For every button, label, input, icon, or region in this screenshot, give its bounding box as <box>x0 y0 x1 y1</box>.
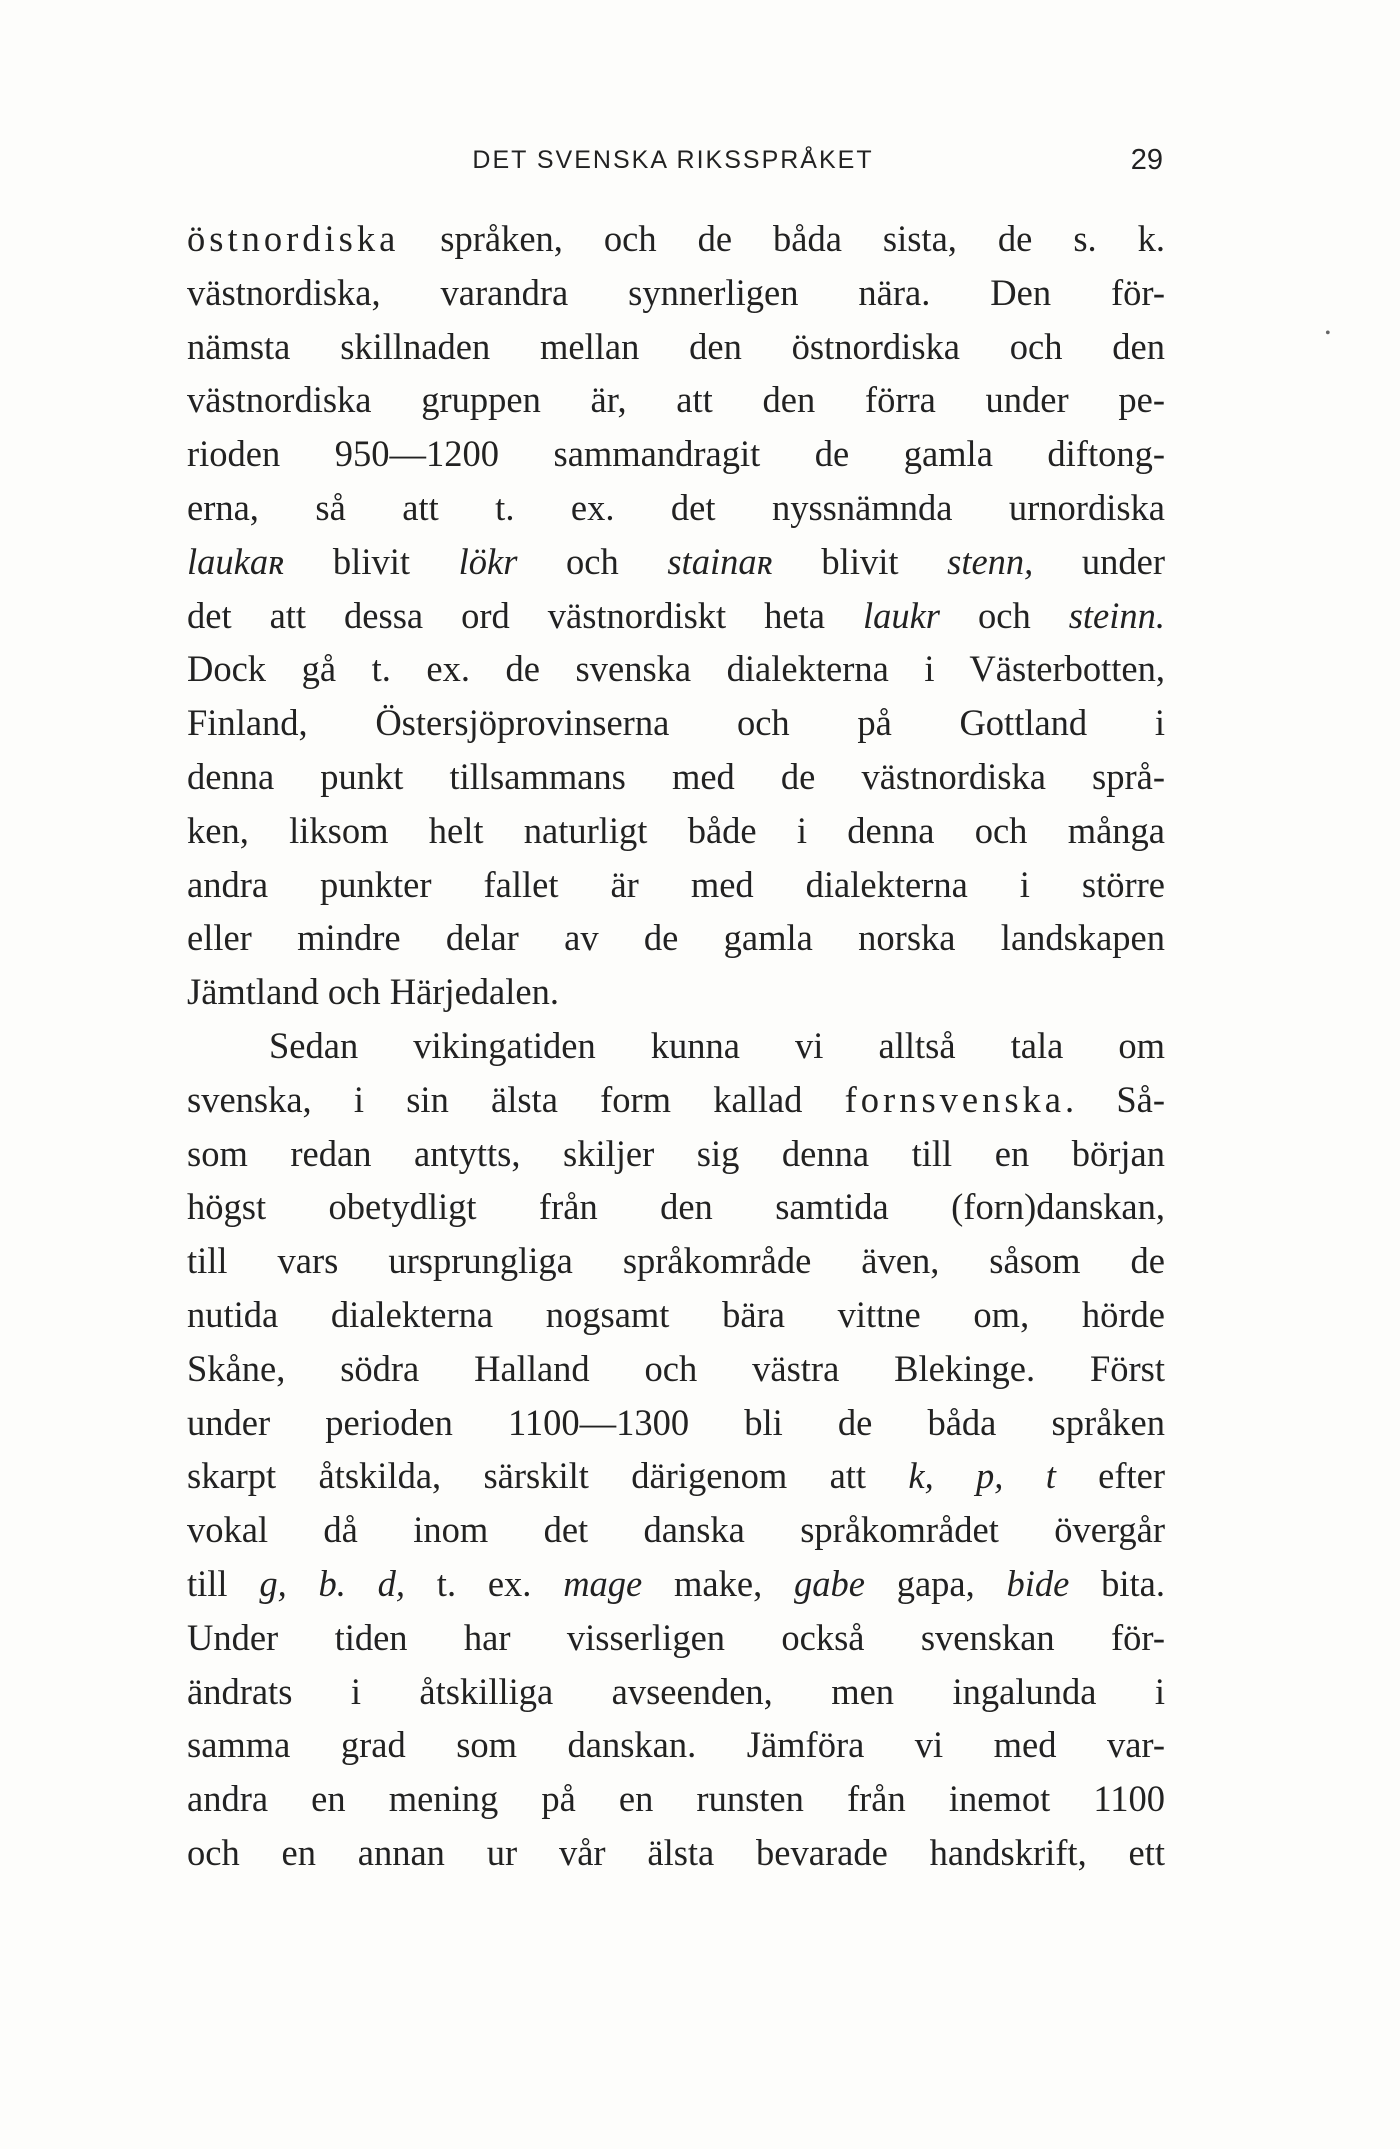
text-segment: eller mindre delar av de gamla norska landskapen <box>187 917 1165 959</box>
text-line <box>187 1611 1165 1665</box>
text-segment: skarpt åtskilda, särskilt därigenom att <box>187 1455 909 1497</box>
text-line <box>187 911 1165 965</box>
text-line <box>187 266 1165 320</box>
text-segment: samma grad som danskan. Jämföra vi med var- <box>187 1724 1165 1766</box>
text-segment: ändrats i åtskilliga avseenden, men ingalunda i <box>187 1670 1165 1712</box>
text-segment: och <box>517 540 668 582</box>
text-line <box>187 1396 1165 1450</box>
text-segment: till vars ursprungliga språkområde även, såsom de <box>187 1240 1165 1282</box>
text-segment: ken, liksom helt naturligt både i denna och många <box>187 809 1165 851</box>
page-number: 29 <box>1130 144 1163 176</box>
italic-word: gabe <box>793 1562 865 1604</box>
text-line <box>187 965 1165 1019</box>
text-segment: under perioden 1100—1300 bli de båda språken <box>187 1401 1165 1443</box>
italic-word: lökr <box>458 540 518 582</box>
body-text <box>187 212 1165 1880</box>
text-segment: andra en mening på en runsten från inemot 1100 <box>187 1778 1165 1820</box>
text-line <box>187 212 1165 266</box>
text-line <box>187 1718 1165 1772</box>
text-line <box>187 1826 1165 1880</box>
text-segment: andra punkter fallet är med dialekterna i större <box>187 863 1165 905</box>
text-line <box>187 1342 1165 1396</box>
text-segment: västnordiska, varandra synnerligen nära. Den för- <box>187 271 1165 313</box>
text-segment: språken, och de båda sista, de s. k. <box>399 218 1165 259</box>
text-segment: blivit <box>284 540 459 582</box>
text-segment: nutida dialekterna nogsamt bära vittne om, hörde <box>187 1293 1165 1335</box>
text-segment: Sedan vikingatiden kunna vi alltså tala om <box>269 1024 1165 1066</box>
text-segment: erna, så att t. ex. det nyssnämnda urnordiska <box>187 486 1165 528</box>
text-line <box>187 1019 1165 1073</box>
text-line <box>187 373 1165 427</box>
italic-word: g, b. d, <box>259 1562 406 1604</box>
text-segment: och en annan ur vår älsta bevarade handskrift, ett <box>187 1831 1165 1873</box>
text-segment: rioden 950—1200 sammandragit de gamla diftong- <box>187 433 1165 475</box>
text-line <box>187 696 1165 750</box>
running-title: DET SVENSKA RIKSSPRÅKET <box>472 146 874 174</box>
italic-word: k, p, t <box>908 1455 1056 1497</box>
text-line <box>187 1449 1165 1503</box>
text-segment: Dock gå t. ex. de svenska dialekterna i Västerbotten, <box>187 648 1165 690</box>
text-segment: blivit <box>772 540 948 582</box>
stray-mark: • <box>1325 325 1331 342</box>
text-line <box>187 481 1165 535</box>
text-line <box>187 427 1165 481</box>
text-segment: t. ex. <box>405 1562 564 1604</box>
text-segment: efter <box>1055 1455 1165 1497</box>
text-segment: västnordiska gruppen är, att den förra under pe- <box>187 379 1165 421</box>
italic-word: bide <box>1006 1562 1070 1604</box>
italic-word: mage <box>563 1562 643 1604</box>
text-segment: denna punkt tillsammans med de västnordiska språ- <box>187 755 1165 797</box>
text-line <box>187 1127 1165 1181</box>
text-line <box>187 1503 1165 1557</box>
italic-word: stainaʀ <box>667 540 773 582</box>
italic-word: stenn, <box>947 540 1034 582</box>
text-segment: Under tiden har visserligen också svenskan för- <box>187 1616 1165 1658</box>
text-segment: svenska, i sin älsta form kallad <box>187 1078 845 1120</box>
text-segment: bita. <box>1069 1562 1165 1604</box>
text-line <box>187 1288 1165 1342</box>
text-line <box>187 320 1165 374</box>
text-segment: make, <box>642 1562 794 1604</box>
text-segment: gapa, <box>864 1562 1007 1604</box>
italic-word: laukr <box>862 594 940 636</box>
text-segment: . Så- <box>1065 1078 1165 1120</box>
text-line <box>187 1557 1165 1611</box>
spaced-word: östnordiska <box>187 218 400 259</box>
text-line <box>187 804 1165 858</box>
text-segment: till <box>187 1562 260 1604</box>
text-segment: vokal då inom det danska språkområdet övergår <box>187 1509 1165 1551</box>
text-line <box>187 1234 1165 1288</box>
text-line <box>187 642 1165 696</box>
text-line <box>187 535 1165 589</box>
text-segment: som redan antytts, skiljer sig denna till en början <box>187 1132 1165 1174</box>
text-segment: under <box>1033 540 1165 582</box>
italic-word: steinn. <box>1068 594 1165 636</box>
spaced-word: fornsvenska <box>844 1078 1066 1120</box>
text-line <box>187 1073 1165 1127</box>
text-line <box>187 1772 1165 1826</box>
italic-word: laukaʀ <box>187 540 285 582</box>
text-line <box>187 1180 1165 1234</box>
text-segment: det att dessa ord västnordiskt heta <box>187 594 863 636</box>
text-segment: nämsta skillnaden mellan den östnordiska och den <box>187 325 1165 367</box>
text-segment: och <box>940 594 1069 636</box>
text-segment: högst obetydligt från den samtida (forn)danskan, <box>187 1186 1165 1228</box>
text-line <box>187 750 1165 804</box>
text-segment: Jämtland och Härjedalen. <box>187 971 559 1013</box>
text-segment: Skåne, södra Halland och västra Blekinge. Först <box>187 1347 1165 1389</box>
text-line <box>187 589 1165 643</box>
page-header <box>183 140 1163 180</box>
text-line <box>187 1665 1165 1719</box>
text-segment: Finland, Östersjöprovinserna och på Gottland i <box>187 702 1165 744</box>
text-line <box>187 858 1165 912</box>
